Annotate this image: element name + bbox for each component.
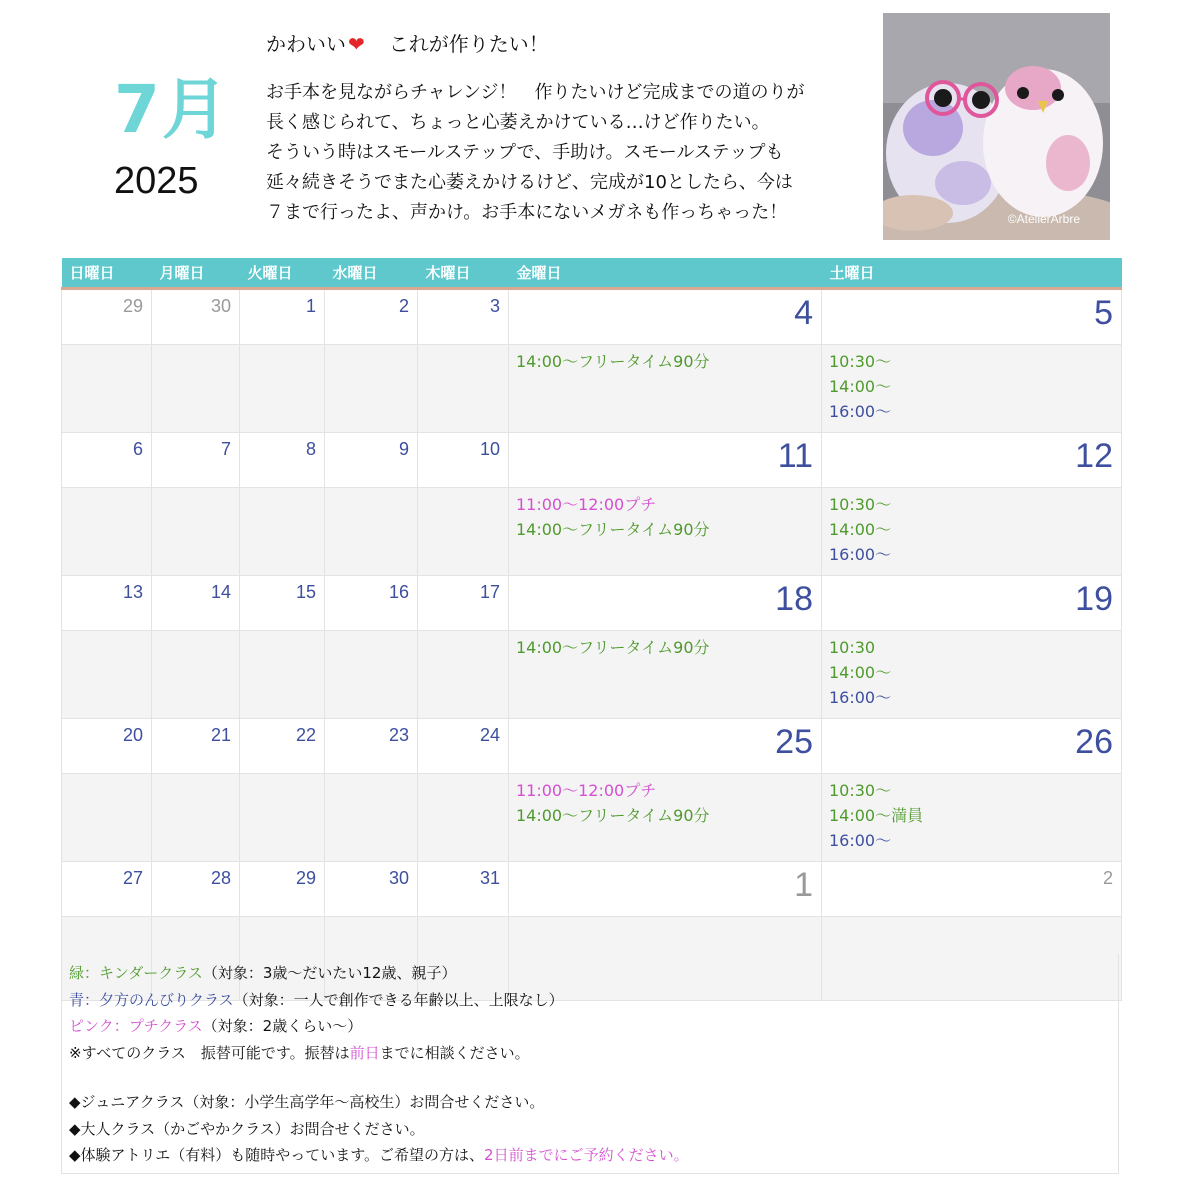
- day-cell: 4: [509, 289, 822, 345]
- legend-green-label: 緑：キンダークラス: [69, 964, 203, 982]
- day-cell: 31: [418, 862, 509, 917]
- day-cell: 1: [509, 862, 822, 917]
- trial-pre: ◆体験アトリエ（有料）も随時やっています。ご希望の方は、: [69, 1146, 485, 1164]
- event-item: 16:00〜: [829, 688, 892, 707]
- day-cell: 9: [325, 433, 418, 488]
- day-cell: 15: [240, 576, 325, 631]
- heart-icon: ❤: [348, 32, 365, 56]
- event-item: 16:00〜: [829, 831, 892, 850]
- weekday-sun: 日曜日: [62, 258, 152, 289]
- event-row: [62, 774, 1122, 862]
- legend: [61, 954, 1119, 1174]
- weekday-header: [62, 258, 1122, 289]
- day-cell: 17: [418, 576, 509, 631]
- photo-credit: ©AtelierArbre: [1007, 212, 1080, 226]
- event-item: 11:00〜12:00プチ: [516, 495, 657, 514]
- day-cell: 1: [240, 289, 325, 345]
- event-cell: [62, 345, 152, 433]
- day-cell: 11: [509, 433, 822, 488]
- event-item: 14:00〜フリータイム90分: [516, 806, 710, 825]
- day-cell: 28: [152, 862, 240, 917]
- year-label: 2025: [114, 160, 199, 202]
- month-label: 7月: [114, 71, 230, 148]
- event-cell-friday: [509, 774, 822, 862]
- day-cell: 19: [822, 576, 1122, 631]
- day-cell: 8: [240, 433, 325, 488]
- day-cell: 29: [62, 289, 152, 345]
- description-line: お手本を見ながらチャレンジ！ 作りたいけど完成までの道のりが: [266, 82, 805, 103]
- legend-pink-desc: （対象：2歳くらい〜）: [202, 1017, 363, 1035]
- event-cell: [240, 345, 325, 433]
- weekday-tue: 火曜日: [240, 258, 325, 289]
- event-cell: [325, 345, 418, 433]
- weekday-thu: 木曜日: [418, 258, 509, 289]
- event-item: 14:00〜: [829, 377, 892, 396]
- day-cell: 20: [62, 719, 152, 774]
- legend-pink-label: ピンク：プチクラス: [69, 1017, 203, 1035]
- weekday-wed: 水曜日: [325, 258, 418, 289]
- headline-suffix: これが作りたい！: [368, 32, 549, 56]
- event-item: 10:30〜: [829, 781, 892, 800]
- event-cell-saturday: [822, 345, 1122, 433]
- day-cell: 5: [822, 289, 1122, 345]
- legend-spacer: [69, 1066, 1118, 1089]
- note-pre: ※すべてのクラス 振替可能です。振替は: [69, 1043, 350, 1062]
- event-cell: [152, 774, 240, 862]
- event-cell: [152, 631, 240, 719]
- event-cell: [62, 774, 152, 862]
- event-cell: [62, 488, 152, 576]
- event-item: 16:00〜: [829, 402, 892, 421]
- description: [266, 78, 878, 228]
- event-item: 10:30: [829, 638, 876, 657]
- event-cell: [152, 488, 240, 576]
- day-cell: 18: [509, 576, 822, 631]
- day-cell: 29: [240, 862, 325, 917]
- day-cell: 26: [822, 719, 1122, 774]
- owl-illustration: [883, 13, 1110, 240]
- headline: [266, 28, 549, 57]
- week-row: [62, 289, 1122, 345]
- day-cell: 24: [418, 719, 509, 774]
- day-cell: 22: [240, 719, 325, 774]
- event-cell: [240, 774, 325, 862]
- event-cell: [240, 631, 325, 719]
- day-cell: 16: [325, 576, 418, 631]
- event-row: [62, 631, 1122, 719]
- legend-note: [69, 1040, 1118, 1067]
- day-cell: 3: [418, 289, 509, 345]
- legend-blue-desc: （対象：一人で創作できる年齢以上、上限なし）: [233, 990, 564, 1009]
- day-cell: 7: [152, 433, 240, 488]
- event-item: 14:00〜: [829, 520, 892, 539]
- event-cell-saturday: [822, 631, 1122, 719]
- description-line: 長く感じられて、ちょっと心萎えかけている…けど作りたい。: [266, 112, 770, 133]
- day-cell: 27: [62, 862, 152, 917]
- event-cell: [418, 774, 509, 862]
- owl-photo: [883, 13, 1110, 240]
- description-line: 延々続きそうでまた心萎えかけるけど、完成が10としたら、今は: [266, 172, 793, 193]
- note-highlight: 前日: [349, 1043, 380, 1062]
- week-row: [62, 719, 1122, 774]
- legend-adult: ◆大人クラス（かごやかクラス）お問合せください。: [69, 1119, 425, 1138]
- event-cell: [418, 345, 509, 433]
- day-cell: 10: [418, 433, 509, 488]
- legend-junior: ◆ジュニアクラス（対象：小学生高学年〜高校生）お問合せください。: [69, 1093, 545, 1111]
- event-cell: [418, 631, 509, 719]
- event-cell: [240, 488, 325, 576]
- event-cell: [325, 631, 418, 719]
- day-cell: 23: [325, 719, 418, 774]
- day-cell: 2: [325, 289, 418, 345]
- week-row: [62, 433, 1122, 488]
- day-cell: 30: [325, 862, 418, 917]
- day-cell: 30: [152, 289, 240, 345]
- week-row: [62, 576, 1122, 631]
- day-cell: 14: [152, 576, 240, 631]
- legend-blue-label: 青：夕方のんびりクラス: [69, 990, 234, 1009]
- event-item: 14:00〜フリータイム90分: [516, 520, 710, 539]
- day-cell: 13: [62, 576, 152, 631]
- day-cell: 21: [152, 719, 240, 774]
- day-cell: 6: [62, 433, 152, 488]
- note-post: までに相談ください。: [379, 1043, 530, 1062]
- day-cell: 12: [822, 433, 1122, 488]
- event-cell: [418, 488, 509, 576]
- event-item: 10:30〜: [829, 495, 892, 514]
- event-cell: [325, 488, 418, 576]
- event-row: [62, 345, 1122, 433]
- event-cell-friday: [509, 488, 822, 576]
- weekday-mon: 月曜日: [152, 258, 240, 289]
- day-cell: 25: [509, 719, 822, 774]
- event-item: 14:00〜: [829, 663, 892, 682]
- description-line: そういう時はスモールステップで、手助け。スモールステップも: [266, 142, 784, 163]
- event-item: 14:00〜満員: [829, 806, 924, 825]
- trial-highlight: 2日前までにご予約ください。: [484, 1146, 689, 1164]
- event-row: [62, 488, 1122, 576]
- event-item: 11:00〜12:00プチ: [516, 781, 657, 800]
- description-line: ７まで行ったよ、声かけ。お手本にないメガネも作っちゃった！: [266, 202, 788, 223]
- week-row: [62, 862, 1122, 917]
- weekday-sat: 土曜日: [822, 258, 1122, 289]
- headline-text: かわいい: [266, 32, 346, 56]
- day-cell: 2: [822, 862, 1122, 917]
- event-cell: [325, 774, 418, 862]
- legend-trial: [69, 1142, 1118, 1169]
- event-cell-saturday: [822, 774, 1122, 862]
- event-cell: [152, 345, 240, 433]
- event-item: 10:30〜: [829, 352, 892, 371]
- legend-pink: [69, 1013, 1118, 1040]
- event-item: 14:00〜フリータイム90分: [516, 638, 710, 657]
- event-cell-saturday: [822, 488, 1122, 576]
- event-item: 14:00〜フリータイム90分: [516, 352, 710, 371]
- weekday-fri: 金曜日: [509, 258, 822, 289]
- calendar: [61, 258, 1122, 1001]
- event-item: 16:00〜: [829, 545, 892, 564]
- legend-green-desc: （対象：3歳〜だいたい12歳、親子）: [202, 964, 457, 982]
- event-cell-friday: [509, 345, 822, 433]
- event-cell: [62, 631, 152, 719]
- legend-green: [69, 960, 1118, 987]
- legend-blue: [69, 987, 1118, 1014]
- event-cell-friday: [509, 631, 822, 719]
